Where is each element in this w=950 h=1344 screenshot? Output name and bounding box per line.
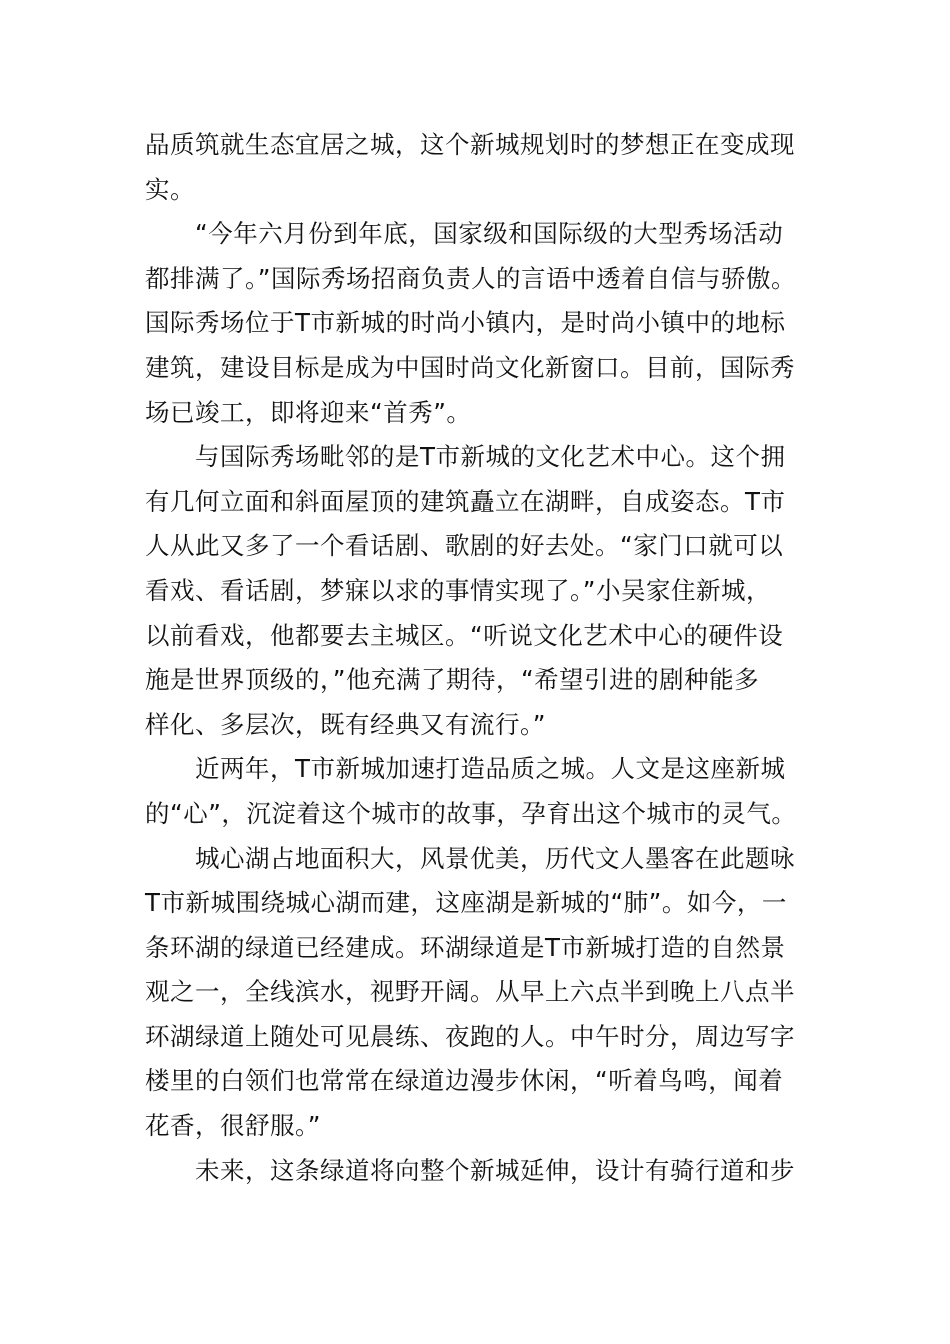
- text-line: 花香，很舒服。”: [145, 1111, 321, 1141]
- text-line: 人从此又多了一个看话剧、歌剧的好去处。“家门口就可以: [145, 531, 784, 561]
- body-text: [145, 123, 825, 1193]
- text-line: 未来，这条绿道将向整个新城延伸，设计有骑行道和步: [195, 1155, 795, 1185]
- text-line: 品质筑就生态宜居之城，这个新城规划时的梦想正在变成现: [145, 130, 795, 159]
- text-line: 与国际秀场毗邻的是T市新城的文化艺术中心。这个拥: [195, 442, 786, 472]
- text-line: 环湖绿道上随处可见晨练、夜跑的人。中午时分，周边写字: [145, 1021, 795, 1051]
- text-line: 国际秀场位于T市新城的时尚小镇内，是时尚小镇中的地标: [145, 308, 786, 338]
- text-line: 的“心”，沉淀着这个城市的故事，孕育出这个城市的灵气。: [145, 798, 797, 828]
- text-line: 近两年，T市新城加速打造品质之城。人文是这座新城: [195, 754, 786, 784]
- text-line: 有几何立面和斜面屋顶的建筑矗立在湖畔，自成姿态。T市: [145, 486, 786, 516]
- text-line: T市新城围绕城心湖而建，这座湖是新城的“肺”。如今，一: [145, 888, 787, 918]
- text-line: 建筑，建设目标是成为中国时尚文化新窗口。目前，国际秀: [145, 352, 795, 382]
- text-line: 都排满了。”国际秀场招商负责人的言语中透着自信与骄傲。: [145, 263, 796, 293]
- text-line: 城心湖占地面积大，风景优美，历代文人墨客在此题咏: [195, 843, 795, 873]
- text-line: 看戏、看话剧，梦寐以求的事情实现了。”小吴家住新城，: [145, 575, 771, 605]
- text-line: 条环湖的绿道已经建成。环湖绿道是T市新城打造的自然景: [145, 932, 786, 962]
- text-line: 施是世界顶级的，”他充满了期待，“希望引进的剧种能多: [145, 665, 760, 695]
- text-line: 样化、多层次，既有经典又有流行。”: [145, 709, 546, 739]
- text-line: 以前看戏，他都要去主城区。“听说文化艺术中心的硬件设: [145, 620, 784, 650]
- text-line: 场已竣工，即将迎来“首秀”。: [145, 397, 472, 427]
- text-line: 观之一，全线滨水，视野开阔。从早上六点半到晚上八点半: [145, 977, 795, 1007]
- text-line: “今年六月份到年底，国家级和国际级的大型秀场活动: [195, 219, 784, 249]
- text-line: 楼里的白领们也常常在绿道边漫步休闲，“听着鸟鸣，闻着: [145, 1066, 784, 1096]
- text-line: 实。: [145, 174, 195, 204]
